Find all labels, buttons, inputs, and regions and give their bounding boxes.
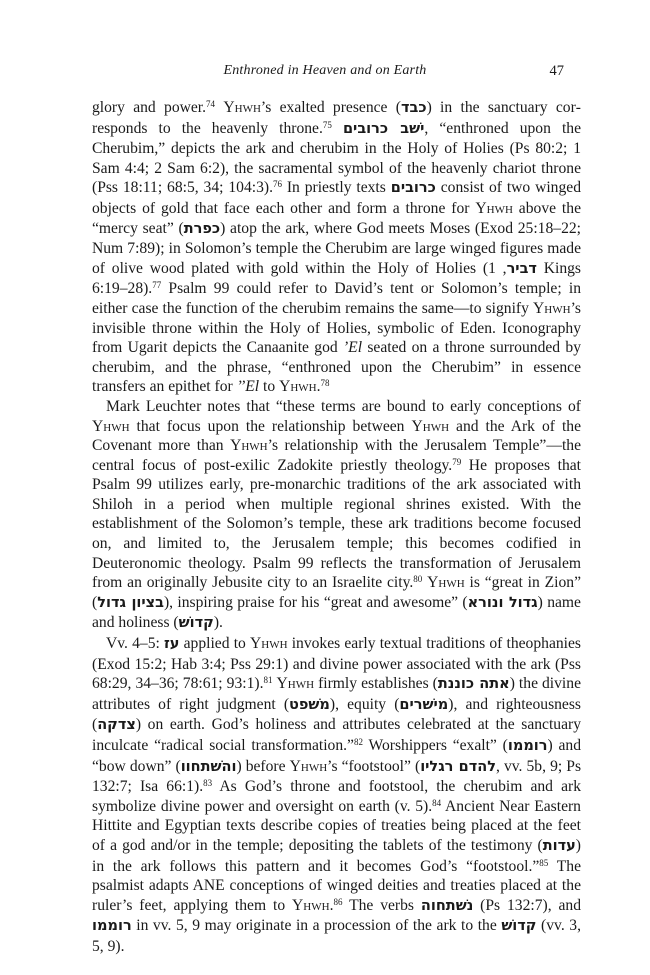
hebrew-term: עדות [542, 837, 576, 854]
page-number: 47 [549, 63, 564, 79]
hebrew-term: צדקה [97, 717, 136, 734]
footnote-ref[interactable]: 81 [263, 675, 273, 686]
footnote-ref[interactable]: 76 [272, 179, 282, 190]
footnote-ref[interactable]: 82 [353, 737, 363, 747]
paragraph-3: Vv. 4–5: עז applied to Yhwh invokes early textual traditions of theophanies (Exod 15:2; Hab 3:4; Pss 29:1) and divine power associated with the ark (Pss 68:29, 34–36; 78:61; 93:1).$^{81}$ Yhwh firmly establishes (אתה כוננת) the divine attributes of right judgment (משׁפט), equity (מישׁרים), and righteousness (צדקה) on earth. God’s holiness and attributes celebrated at the sanctuary inculcate “radical social transformation.”$^{82}$ Worshippers “exalt” (רוממו) and “bow down” (והשׁתחוו) before Yhwh’s “footstool” (להדם רגליו, vv. 5b, 9; Ps 132:7; Isa 66:1).$^{83}$ As God’s throne and footstool, the cherubim and ark symbolize divine power and oversight on earth (v. 5).$^{84}$ Ancient Near Eastern Hittite and Egyptian texts describe copies of treaties being placed at the feet of a god and/or in the temple; depositing the tablets of the testimony (עדות) in the ark follows this pattern and it becomes God’s “footstool.”$^{85}$ The psalmist adapts ANE conceptions of winged deities and treaties placed at the ruler’s feet, applying them to Yhwh.$^{86}$ The verbs נשׁתחוה (Ps 132:7), and רוממו in vv. 5, 9 may originate in a procession of the ark to the קדושׁ (vv. 3, 5, 9). [92, 635, 582, 955]
hebrew-term: רוממו [507, 738, 548, 754]
footnote-ref[interactable]: 84 [432, 797, 442, 808]
hebrew-term: בציון גדול [97, 594, 164, 611]
body-text [92, 98, 581, 957]
hebrew-term: כפרת [183, 220, 221, 237]
hebrew-term: משׁפט [289, 696, 330, 713]
footnote-ref[interactable]: 85 [539, 857, 549, 868]
footnote-ref[interactable]: 86 [333, 896, 343, 907]
hebrew-term: כרובים [390, 180, 436, 197]
running-head: Enthroned in Heaven and on Earth [223, 63, 427, 78]
hebrew-term: קדושׁ [501, 918, 537, 935]
hebrew-term: ישׁב כרובים [342, 120, 425, 137]
hebrew-term: להדם רגליו [420, 758, 496, 775]
footnote-ref[interactable]: 74 [206, 99, 216, 109]
hebrew-term: קדושׁ [178, 615, 214, 632]
hebrew-term: נשׁתחוה [420, 897, 474, 914]
footnote-ref[interactable]: 80 [413, 574, 423, 585]
hebrew-term: רוממו [92, 918, 132, 935]
hebrew-term: עז [164, 636, 180, 653]
footnote-ref[interactable]: 77 [152, 280, 162, 291]
hebrew-term: והשׁתחוו [180, 758, 237, 775]
hebrew-term: דביר [506, 260, 537, 277]
footnote-ref[interactable]: 78 [320, 378, 330, 389]
hebrew-term: אתה כוננת [437, 676, 510, 693]
hebrew-term: כבד [400, 100, 427, 116]
footnote-ref[interactable]: 79 [452, 456, 462, 467]
hebrew-term: גדול ונורא [467, 594, 538, 611]
paragraph-1: glory and power.$^{74}$ Yhwh’s exalted presence (כבד) in the sanctuary corresponds to the heavenly throne.$^{75}$ ישׁב כרובים, “enthroned upon the Cherubim,” depicts the ark and cherubim in the Holy of Holies (Ps 80:2; 1 Sam 4:4; 2 Sam 6:2), the sacramental symbol of the heavenly chariot throne (Pss 18:11; 68:5, 34; 104:3).$^{76}$ In priestly texts כרובים consist of two winged objects of gold that face each other and form a throne for Yhwh above the “mercy seat” (כפרת) atop the ark, where God meets Moses (Exod 25:18–22; Num 7:89); in Solomon’s temple the Cherubim are large winged figures made of olive wood plated with gold within the Holy of Holies ( דביר, 1 Kings 6:19–28).$^{77}$ Psalm 99 could refer to David’s tent or Solomon’s temple; in either case the function of the cherubim remains the same—to signify Yhwh’s invisible throne within the Holy of Holies, symbolic of Eden. Iconography from Ugarit depicts the Canaanite god ’El seated on a throne surrounded by cherubim, and the phrase, “enthroned upon the Cherubim” in essence transfers an epithet for ’’El to Yhwh.$^{78}$ [92, 99, 582, 396]
hebrew-term: מישׁרים [399, 696, 449, 713]
paragraph-2: Mark Leuchter notes that “these terms are bound to early conceptions of Yhwh that focus upon the relationship between Yhwh and the Ark of the Covenant more than Yhwh’s relationship with the Jerusalem Temple”—the central focus of post-exilic Zadokite priestly theology.$^{79}$ He proposes that Psalm 99 utilizes early, pre-monarchic traditions of the ark associated with Shiloh in a period when multiple regional shrines existed. With the establishment of the Solomon’s temple, these ark traditions become focused on, and limited to, the Jerusalem temple; this becomes codified in Deuteronomic theology. Psalm 99 reflects the transformation of Jerusalem from an originally Jebusite city to an Israelite city.$^{80}$ Yhwh is “great in Zion” (בציון גדול), inspiring praise for his “great and awesome” (גדול ונורא) name and holiness (קדושׁ). [92, 397, 581, 632]
footnote-ref[interactable]: 75 [322, 119, 332, 130]
footnote-ref[interactable]: 83 [203, 778, 213, 789]
